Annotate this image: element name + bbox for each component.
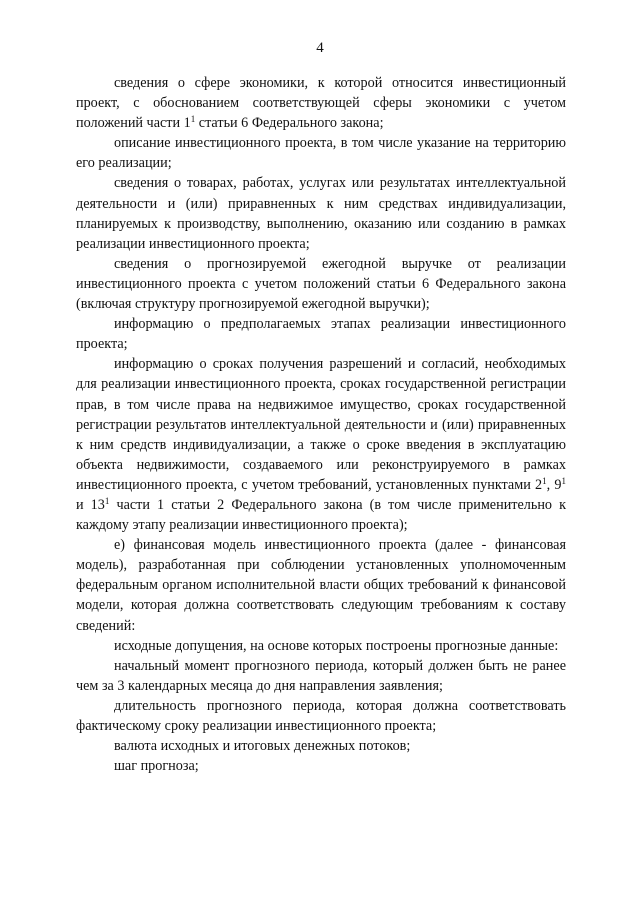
paragraph-text: начальный момент прогнозного периода, который должен быть не ранее чем за 3 календарных месяца до дня направления заявления; — [76, 657, 566, 694]
paragraph-text: валюта исходных и итоговых денежных потоков; — [114, 738, 411, 755]
superscript: 1 — [542, 475, 547, 486]
document-body — [76, 73, 566, 776]
paragraph-project-stages — [76, 314, 566, 354]
paragraph-goods-works — [76, 173, 566, 253]
paragraph-text: сведения о сфере экономики, к которой относится инвестиционный проект, с обоснованием соответствующей сферы экономики с учетом положений части 1 — [76, 75, 566, 132]
paragraph-project-description — [76, 133, 566, 173]
paragraph-text: е) финансовая модель инвестиционного проекта (далее - финансовая модель), разработанная при соблюдении установленных уполномоченным федеральным органом исполнительной власти общих требований к финансовой модели, которая должна соответствовать следующим требованиям к составу сведений: — [76, 537, 566, 634]
paragraph-initial-assumptions — [76, 636, 566, 656]
paragraph-permits-deadlines — [76, 354, 566, 535]
superscript: 1 — [561, 475, 567, 486]
paragraph-text: сведения о товарах, работах, услугах или результатах интеллектуальной деятельности и (или) приравненных к ним средствах индивидуализации, планируемых к производству, выполнению, оказанию или созданию в рамках реализации инвестиционного проекта; — [76, 175, 566, 252]
paragraph-text: длительность прогнозного периода, которая должна соответствовать фактическому сроку реализации инвестиционного проекта; — [76, 697, 566, 734]
paragraph-text: информацию о предполагаемых этапах реализации инвестиционного проекта; — [76, 316, 566, 353]
paragraph-financial-model — [76, 535, 566, 635]
paragraph-text-tail: статьи 6 Федерального закона; — [195, 115, 384, 132]
superscript: 1 — [190, 114, 196, 125]
paragraph-forecast-start — [76, 656, 566, 696]
paragraph-annual-revenue — [76, 254, 566, 314]
paragraph-economy-sphere — [76, 73, 566, 133]
paragraph-text-mid: и 13 — [76, 496, 105, 513]
paragraph-forecast-duration — [76, 696, 566, 736]
paragraph-text: информацию о сроках получения разрешений и согласий, необходимых для реализации инвестиционного проекта, сроках государственной регистрации прав, в том числе права на недвижимое имущество, сроках государственной регистрации результатов интеллектуальной деятельности и (или) приравненных к ним средств индивидуализации, а также о сроке введения в эксплуатацию объекта недвижимости, создаваемого или реконструируемого в рамках инвестиционного проекта, с учетом требований, установленных пунктами 2 — [76, 356, 566, 493]
paragraph-text-mid: , 9 — [546, 476, 562, 493]
paragraph-text: описание инвестиционного проекта, в том числе указание на территорию его реализации; — [76, 135, 566, 172]
paragraph-forecast-step — [76, 756, 566, 776]
paragraph-text: исходные допущения, на основе которых построены прогнозные данные: — [114, 637, 559, 654]
paragraph-text: сведения о прогнозируемой ежегодной выручке от реализации инвестиционного проекта с учетом положений статьи 6 Федерального закона (включая структуру прогнозируемой ежегодной выручки); — [76, 255, 566, 313]
page-number: 4 — [316, 40, 324, 56]
superscript: 1 — [104, 495, 110, 506]
paragraph-text: шаг прогноза; — [114, 758, 199, 775]
paragraph-text-tail: части 1 статьи 2 Федерального закона (в том числе применительно к каждому этапу реализации инвестиционного проекта); — [76, 496, 566, 534]
paragraph-currency — [76, 736, 566, 756]
